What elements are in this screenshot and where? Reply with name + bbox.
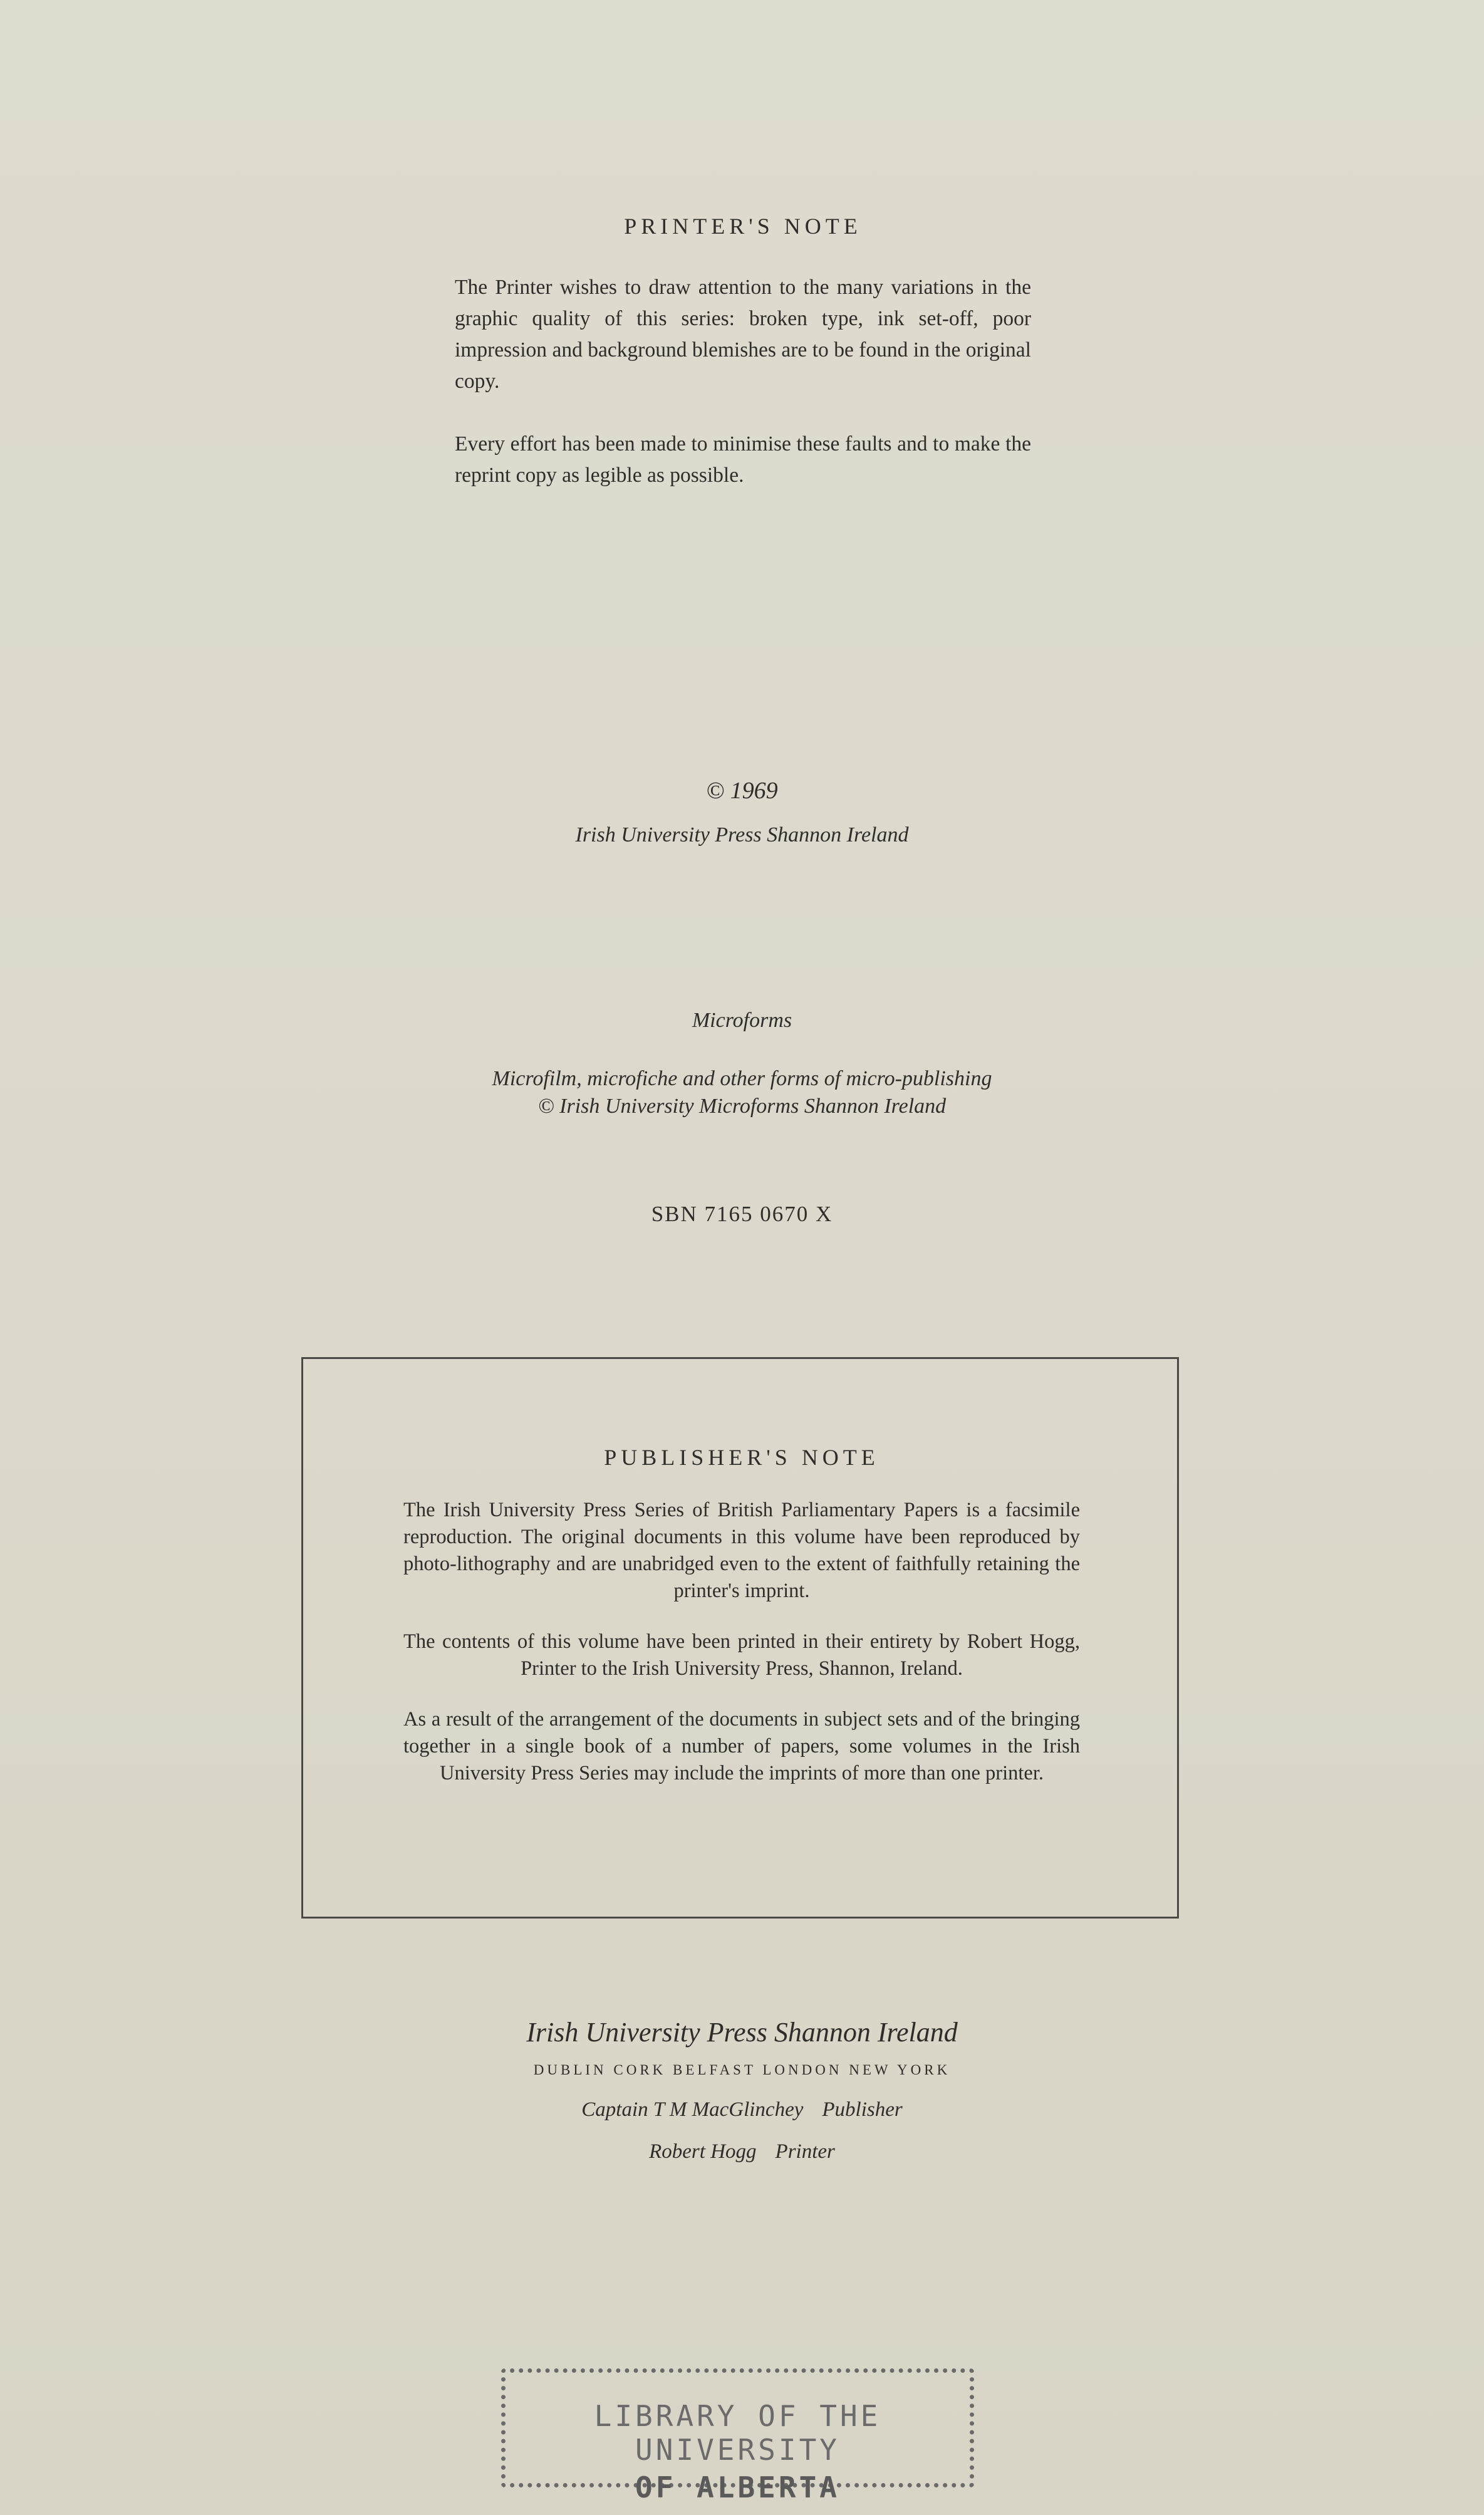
copyright-block [0,777,1484,847]
publisher-name: Captain T M MacGlinchey [581,2098,804,2121]
printer-name: Robert Hogg [649,2140,757,2163]
imprint-cities: DUBLIN CORK BELFAST LONDON NEW YORK [533,2062,951,2078]
publishers-note-box [301,1357,1179,1919]
microforms-line-1: Microfilm, microfiche and other forms of micro-publishing [492,1067,992,1090]
stamp-line-1: LIBRARY OF THE UNIVERSITY [594,2399,881,2467]
publishers-note-paragraph-1: The Irish University Press Series of British Parliamentary Papers is a facsimile reproduction. The original documents in this volume have been reproduced by photo-lithography and are unabridged even to the extent of faithfully retaining the printer's imprint. [403,1499,1080,1602]
publisher-role: Publisher [822,2098,903,2121]
printers-note [455,213,1031,491]
publishers-note-heading: PUBLISHER'S NOTE [604,1445,880,1470]
stamp-line-2: OF ALBERTA [635,2471,840,2504]
printers-note-heading: PRINTER'S NOTE [624,214,862,239]
sbn-number: SBN 7165 0670 X [651,1202,833,1226]
publishers-note-paragraph-3: As a result of the arrangement of the documents in subject sets and of the bringing together in a single book of a number of papers, some volumes in the Irish University Press Series may include the imprints of more than one printer. [403,1708,1080,1784]
printers-note-paragraph-2: Every effort has been made to minimise these faults and to make the reprint copy as legible as possible. [455,432,1031,487]
printer-role: Printer [775,2140,835,2163]
publishers-note [403,1444,1080,1787]
publishers-note-paragraph-2: The contents of this volume have been printed in their entirety by Robert Hogg, Printer to the Irish University Press, Shannon, Ireland. [403,1630,1080,1680]
imprint-printer [0,2140,1484,2164]
microforms-line-2: © Irish University Microforms Shannon Ireland [537,1095,947,1118]
imprint-press-name: Irish University Press Shannon Ireland [526,2017,958,2048]
copyright-year: © 1969 [706,778,778,804]
imprint-block [0,2016,1484,2164]
printers-note-paragraph-1: The Printer wishes to draw attention to the many variations in the graphic quality of this series: broken type, ink set-off, poor impression and background blemishes are to be found in the original copy. [455,276,1031,393]
library-stamp [501,2368,974,2504]
microforms-block [0,1009,1484,1120]
imprint-publisher [0,2098,1484,2122]
microforms-label: Microforms [692,1009,792,1032]
copyright-press: Irish University Press Shannon Ireland [575,823,909,846]
